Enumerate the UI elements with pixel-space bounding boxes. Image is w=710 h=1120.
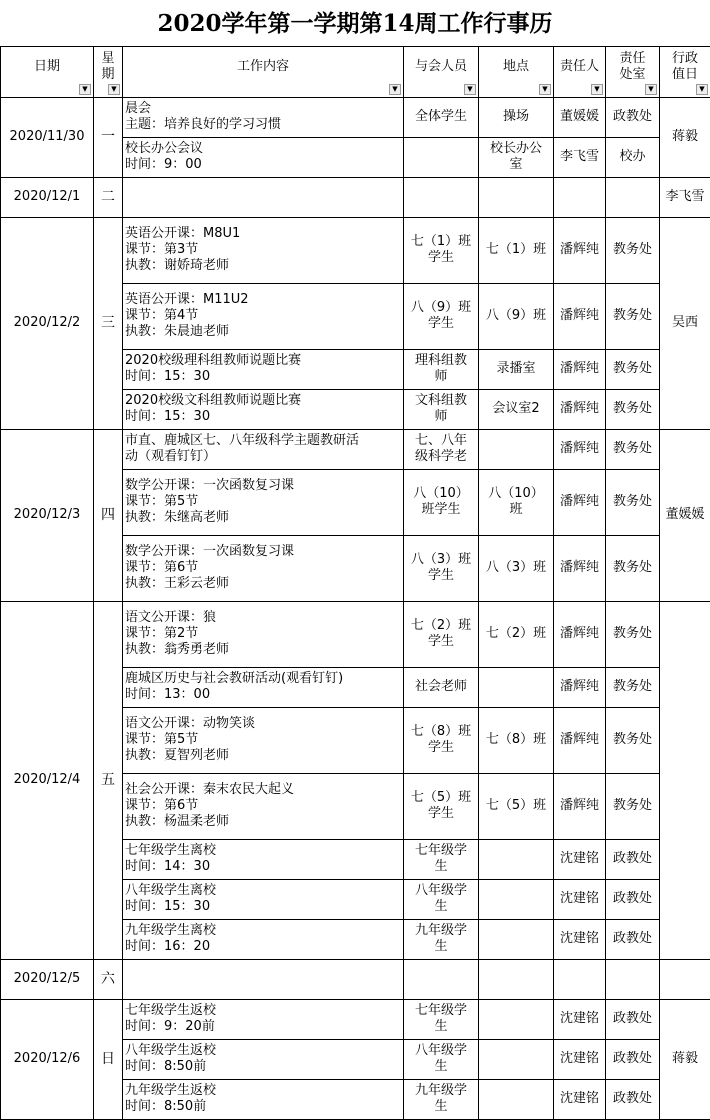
person-cell[interactable]: 董媛媛 [554, 97, 606, 137]
attendees-cell[interactable]: 七年级学 生 [404, 999, 479, 1039]
header-attendees[interactable]: 与会人员 ▼ [404, 47, 479, 97]
attendees-cell[interactable]: 七（1）班 学生 [404, 217, 479, 283]
person-cell[interactable]: 李飞雪 [554, 137, 606, 177]
content-cell[interactable]: 七年级学生离校 时间：14：30 [123, 839, 404, 879]
filter-dropdown-icon[interactable]: ▼ [464, 84, 476, 95]
office-cell[interactable]: 教务处 [606, 601, 660, 667]
header-content[interactable]: 工作内容 ▼ [123, 47, 404, 97]
table-row [1, 429, 710, 469]
office-cell[interactable]: 政教处 [606, 999, 660, 1039]
weekday-cell[interactable]: 二 [94, 177, 123, 217]
weekday-cell[interactable]: 日 [94, 999, 123, 1119]
location-cell[interactable] [479, 919, 554, 959]
attendees-cell[interactable]: 七（2）班 学生 [404, 601, 479, 667]
person-cell[interactable]: 沈建铭 [554, 1079, 606, 1119]
content-cell[interactable]: 晨会 主题：培养良好的学习习惯 [123, 97, 404, 137]
attendees-cell[interactable]: 九年级学 生 [404, 919, 479, 959]
location-cell[interactable] [479, 839, 554, 879]
content-cell[interactable]: 市直、鹿城区七、八年级科学主题教研活 动（观看钉钉） [123, 429, 404, 469]
content-cell[interactable]: 九年级学生离校 时间：16：20 [123, 919, 404, 959]
person-cell[interactable]: 潘辉纯 [554, 667, 606, 707]
person-cell[interactable]: 沈建铭 [554, 1039, 606, 1079]
location-cell[interactable] [479, 879, 554, 919]
person-cell[interactable]: 沈建铭 [554, 839, 606, 879]
filter-dropdown-icon[interactable]: ▼ [108, 84, 120, 95]
weekday-cell[interactable]: 五 [94, 601, 123, 959]
page-title: 2020学年第一学期第14周工作行事历 [0, 0, 710, 47]
location-cell[interactable] [479, 1039, 554, 1079]
content-cell[interactable]: 语文公开课：动物笑谈 课节：第5节 执教：夏智列老师 [123, 707, 404, 773]
schedule-table [0, 47, 710, 1120]
location-cell[interactable]: 校长办公 室 [479, 137, 554, 177]
attendees-cell[interactable] [404, 177, 479, 217]
weekday-cell[interactable]: 三 [94, 217, 123, 429]
table-row [1, 601, 710, 667]
table-row [1, 177, 710, 217]
office-cell[interactable] [606, 177, 660, 217]
office-cell[interactable]: 教务处 [606, 349, 660, 389]
attendees-cell[interactable]: 九年级学 生 [404, 1079, 479, 1119]
location-cell[interactable]: 八（9）班 [479, 283, 554, 349]
attendees-cell[interactable]: 八年级学 生 [404, 1039, 479, 1079]
header-row [1, 47, 710, 97]
duty-cell[interactable]: 董媛媛 [660, 429, 710, 601]
person-cell[interactable]: 潘辉纯 [554, 283, 606, 349]
duty-cell[interactable] [660, 959, 710, 999]
filter-dropdown-icon[interactable]: ▼ [696, 84, 708, 95]
date-cell[interactable]: 2020/12/1 [1, 177, 94, 217]
content-cell[interactable]: 七年级学生返校 时间：9：20前 [123, 999, 404, 1039]
office-cell[interactable]: 政教处 [606, 1079, 660, 1119]
content-cell[interactable]: 校长办公会议 时间：9：00 [123, 137, 404, 177]
person-cell[interactable]: 潘辉纯 [554, 469, 606, 535]
attendees-cell[interactable]: 理科组教 师 [404, 349, 479, 389]
content-cell[interactable]: 九年级学生返校 时间：8:50前 [123, 1079, 404, 1119]
attendees-cell[interactable]: 八年级学 生 [404, 879, 479, 919]
location-cell[interactable] [479, 1079, 554, 1119]
table-row [1, 217, 710, 283]
table-row [1, 97, 710, 137]
person-cell[interactable] [554, 177, 606, 217]
attendees-cell[interactable]: 全体学生 [404, 97, 479, 137]
location-cell[interactable]: 会议室2 [479, 389, 554, 429]
header-weekday[interactable]: 星期 ▼ [94, 47, 123, 97]
content-cell[interactable]: 八年级学生返校 时间：8:50前 [123, 1039, 404, 1079]
content-cell[interactable]: 八年级学生离校 时间：15：30 [123, 879, 404, 919]
date-cell[interactable]: 2020/12/4 [1, 601, 94, 959]
location-cell[interactable] [479, 959, 554, 999]
header-office[interactable]: 责任 处室 ▼ [606, 47, 660, 97]
header-duty[interactable]: 行政 值日 ▼ [660, 47, 710, 97]
attendees-cell[interactable] [404, 959, 479, 999]
attendees-cell[interactable]: 文科组教 师 [404, 389, 479, 429]
attendees-cell[interactable]: 七（8）班 学生 [404, 707, 479, 773]
person-cell[interactable]: 沈建铭 [554, 999, 606, 1039]
weekday-cell[interactable]: 四 [94, 429, 123, 601]
date-cell[interactable]: 2020/12/6 [1, 999, 94, 1119]
header-date[interactable]: 日期 ▼ [1, 47, 94, 97]
filter-dropdown-icon[interactable]: ▼ [591, 84, 603, 95]
attendees-cell[interactable]: 七、八年 级科学老 [404, 429, 479, 469]
table-row [1, 999, 710, 1039]
filter-dropdown-icon[interactable]: ▼ [539, 84, 551, 95]
location-cell[interactable]: 七（2）班 [479, 601, 554, 667]
attendees-cell[interactable]: 八（9）班 学生 [404, 283, 479, 349]
office-cell[interactable]: 教务处 [606, 707, 660, 773]
attendees-cell[interactable]: 七年级学 生 [404, 839, 479, 879]
header-location[interactable]: 地点 ▼ [479, 47, 554, 97]
content-cell[interactable]: 语文公开课：狼 课节：第2节 执教：翁秀勇老师 [123, 601, 404, 667]
date-cell[interactable]: 2020/12/3 [1, 429, 94, 601]
filter-dropdown-icon[interactable]: ▼ [645, 84, 657, 95]
content-cell[interactable] [123, 177, 404, 217]
date-cell[interactable]: 2020/12/2 [1, 217, 94, 429]
person-cell[interactable]: 潘辉纯 [554, 535, 606, 601]
office-cell[interactable]: 教务处 [606, 773, 660, 839]
location-cell[interactable]: 操场 [479, 97, 554, 137]
person-cell[interactable]: 潘辉纯 [554, 389, 606, 429]
office-cell[interactable]: 教务处 [606, 217, 660, 283]
content-cell[interactable]: 英语公开课：M8U1 课节：第3节 执教：谢娇琦老师 [123, 217, 404, 283]
location-cell[interactable]: 录播室 [479, 349, 554, 389]
content-cell[interactable]: 社会公开课：秦末农民大起义 课节：第6节 执教：杨温柔老师 [123, 773, 404, 839]
office-cell[interactable]: 教务处 [606, 389, 660, 429]
content-cell[interactable] [123, 959, 404, 999]
office-cell[interactable] [606, 959, 660, 999]
office-cell[interactable]: 教务处 [606, 469, 660, 535]
duty-cell[interactable]: 蒋毅 [660, 97, 710, 177]
attendees-cell[interactable]: 八（3）班 学生 [404, 535, 479, 601]
location-cell[interactable] [479, 429, 554, 469]
content-cell[interactable]: 鹿城区历史与社会教研活动(观看钉钉) 时间：13：00 [123, 667, 404, 707]
office-cell[interactable]: 教务处 [606, 667, 660, 707]
location-cell[interactable]: 七（1）班 [479, 217, 554, 283]
location-cell[interactable] [479, 667, 554, 707]
location-cell[interactable] [479, 177, 554, 217]
location-cell[interactable]: 八（10） 班 [479, 469, 554, 535]
content-cell[interactable]: 数学公开课：一次函数复习课 课节：第5节 执教：朱继高老师 [123, 469, 404, 535]
location-cell[interactable]: 七（5）班 [479, 773, 554, 839]
weekday-cell[interactable]: 六 [94, 959, 123, 999]
office-cell[interactable]: 政教处 [606, 97, 660, 137]
duty-cell[interactable]: 吴西 [660, 217, 710, 429]
duty-cell[interactable]: 李飞雪 [660, 177, 710, 217]
filter-dropdown-icon[interactable]: ▼ [389, 84, 401, 95]
office-cell[interactable]: 教务处 [606, 535, 660, 601]
weekday-cell[interactable]: 一 [94, 97, 123, 177]
office-cell[interactable]: 政教处 [606, 839, 660, 879]
content-cell[interactable]: 数学公开课：一次函数复习课 课节：第6节 执教：王彩云老师 [123, 535, 404, 601]
filter-dropdown-icon[interactable]: ▼ [79, 84, 91, 95]
content-cell[interactable]: 英语公开课：M11U2 课节：第4节 执教：朱晨迪老师 [123, 283, 404, 349]
person-cell[interactable]: 潘辉纯 [554, 707, 606, 773]
duty-cell[interactable]: 蒋毅 [660, 999, 710, 1119]
location-cell[interactable]: 七（8）班 [479, 707, 554, 773]
date-cell[interactable]: 2020/11/30 [1, 97, 94, 177]
location-cell[interactable] [479, 999, 554, 1039]
person-cell[interactable]: 沈建铭 [554, 879, 606, 919]
content-cell[interactable]: 2020校级理科组教师说题比赛 时间：15：30 [123, 349, 404, 389]
header-person[interactable]: 责任人 ▼ [554, 47, 606, 97]
date-cell[interactable]: 2020/12/5 [1, 959, 94, 999]
person-cell[interactable]: 潘辉纯 [554, 601, 606, 667]
duty-cell[interactable] [660, 601, 710, 959]
table-row [1, 959, 710, 999]
person-cell[interactable]: 潘辉纯 [554, 773, 606, 839]
person-cell[interactable] [554, 959, 606, 999]
person-cell[interactable]: 潘辉纯 [554, 429, 606, 469]
attendees-cell[interactable]: 社会老师 [404, 667, 479, 707]
content-cell[interactable]: 2020校级文科组教师说题比赛 时间：15：30 [123, 389, 404, 429]
office-cell[interactable]: 政教处 [606, 919, 660, 959]
office-cell[interactable]: 教务处 [606, 429, 660, 469]
office-cell[interactable]: 校办 [606, 137, 660, 177]
person-cell[interactable]: 潘辉纯 [554, 217, 606, 283]
attendees-cell[interactable] [404, 137, 479, 177]
office-cell[interactable]: 政教处 [606, 1039, 660, 1079]
office-cell[interactable]: 教务处 [606, 283, 660, 349]
person-cell[interactable]: 潘辉纯 [554, 349, 606, 389]
attendees-cell[interactable]: 七（5）班 学生 [404, 773, 479, 839]
person-cell[interactable]: 沈建铭 [554, 919, 606, 959]
attendees-cell[interactable]: 八（10） 班学生 [404, 469, 479, 535]
office-cell[interactable]: 政教处 [606, 879, 660, 919]
location-cell[interactable]: 八（3）班 [479, 535, 554, 601]
